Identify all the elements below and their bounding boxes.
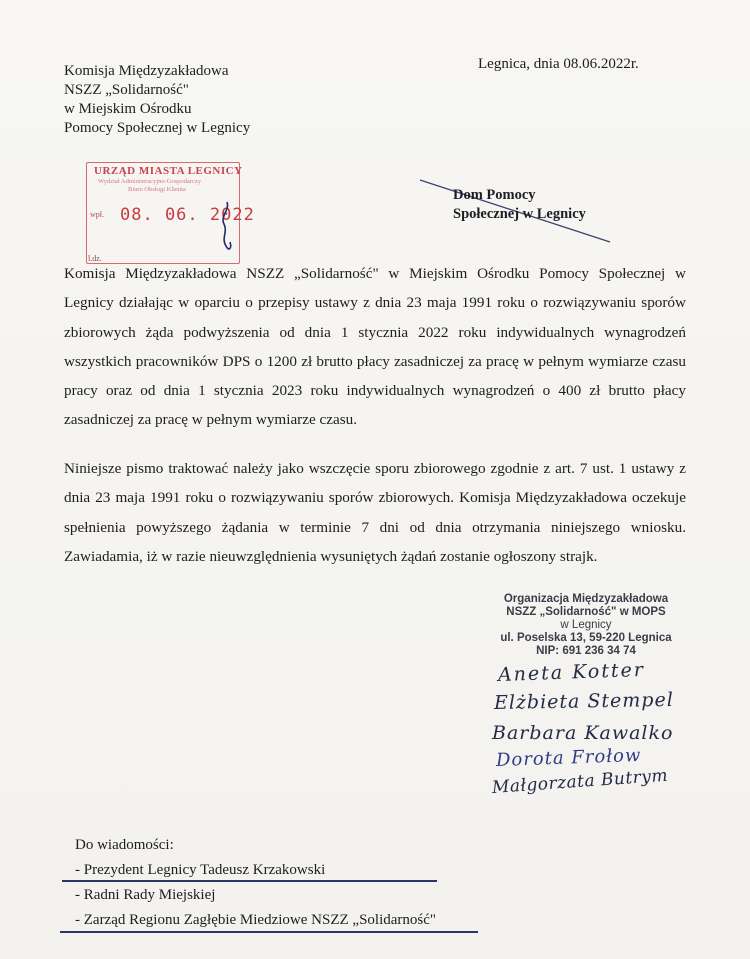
distribution-item: - Prezydent Legnicy Tadeusz Krzakowski: [75, 862, 326, 878]
stamp-initial-signature: [218, 198, 236, 258]
recipient-block: [453, 186, 586, 224]
org-stamp-line: NIP: 691 236 34 74: [536, 645, 636, 657]
stamp-title: URZĄD MIASTA LEGNICY: [94, 165, 243, 177]
letter-date: Legnica, dnia 08.06.2022r.: [478, 56, 639, 72]
organization-stamp: [486, 593, 686, 658]
handwritten-signature: Elżbieta Stempel: [493, 688, 675, 714]
sender-line: Komisja Międzyzakładowa: [64, 63, 229, 79]
underline: [62, 880, 437, 882]
underline: [60, 931, 478, 933]
handwritten-signature: Małgorzata Butrym: [491, 765, 669, 798]
org-stamp-line: Organizacja Międzyzakładowa: [503, 593, 669, 605]
org-stamp-line: w Legnicy: [560, 619, 612, 631]
stamp-line: Biuro Obsługi Klienta: [128, 186, 186, 193]
recipient-line: Społecznej w Legnicy: [453, 206, 586, 222]
sender-line: w Miejskim Ośrodku: [64, 101, 192, 117]
body-paragraph-1: Komisja Międzyzakładowa NSZZ „Solidarność" w Miejskim Ośrodku Pomocy Społecznej w Legnicy działając w oparciu o przepisy ustawy z dnia 23 maja 1991 roku o rozwiązywaniu sporów zbiorowych żąda podwyższenia od dnia 1 stycznia 2022 roku indywidualnych wynagrodzeń wszystkich pracowników DPS o 1200 zł brutto płacy zasadniczej za pracę w pełnym wymiarze czasu pracy oraz od dnia 1 stycznia 2023 roku indywidualnych wynagrodzeń o 400 zł brutto płacy zasadniczej za pracę w pełnym wymiarze czasu.: [64, 265, 686, 429]
distribution-heading: Do wiadomości:: [75, 837, 174, 853]
recipient-line: Dom Pomocy: [453, 187, 536, 203]
org-stamp-line: ul. Poselska 13, 59-220 Legnica: [500, 632, 672, 644]
distribution-item: - Zarząd Regionu Zagłębie Miedziowe NSZZ „Solidarność": [75, 912, 437, 928]
sender-line: Pomocy Społecznej w Legnicy: [64, 120, 251, 136]
stamp-date: 08. 06. 2022: [120, 205, 255, 225]
distribution-list: [75, 833, 436, 933]
handwritten-signature: Dorota Frołow: [495, 744, 642, 771]
stamp-line: Wydział Administracyjno-Gospodarczy: [98, 178, 202, 185]
handwritten-signature: Aneta Kotter: [497, 658, 646, 686]
sender-block: [64, 62, 250, 138]
received-stamp: [86, 162, 255, 266]
distribution-item: - Radni Rady Miejskiej: [75, 887, 216, 903]
sender-line: NSZZ „Solidarność": [64, 82, 189, 98]
handwritten-signature: Barbara Kawalko: [492, 722, 674, 744]
stamp-wpl-label: wpł.: [90, 210, 104, 219]
org-stamp-line: NSZZ „Solidarność" w MOPS: [506, 606, 666, 618]
body-paragraph-2: Niniejsze pismo traktować należy jako wszczęcie sporu zbiorowego zgodnie z art. 7 ust. 1 ustawy z dnia 23 maja 1991 roku o rozwiązywaniu sporów zbiorowych. Komisja Międzyzakładowa oczekuje spełnienia powyższego żądania w terminie 7 dni od dnia otrzymania niniejszego wniosku. Zawiadamia, iż w razie nieuwzględnienia wysuniętych żądań zostanie ogłoszony strajk.: [64, 460, 686, 565]
stamp-ldz-label: l.dz.: [88, 254, 102, 263]
